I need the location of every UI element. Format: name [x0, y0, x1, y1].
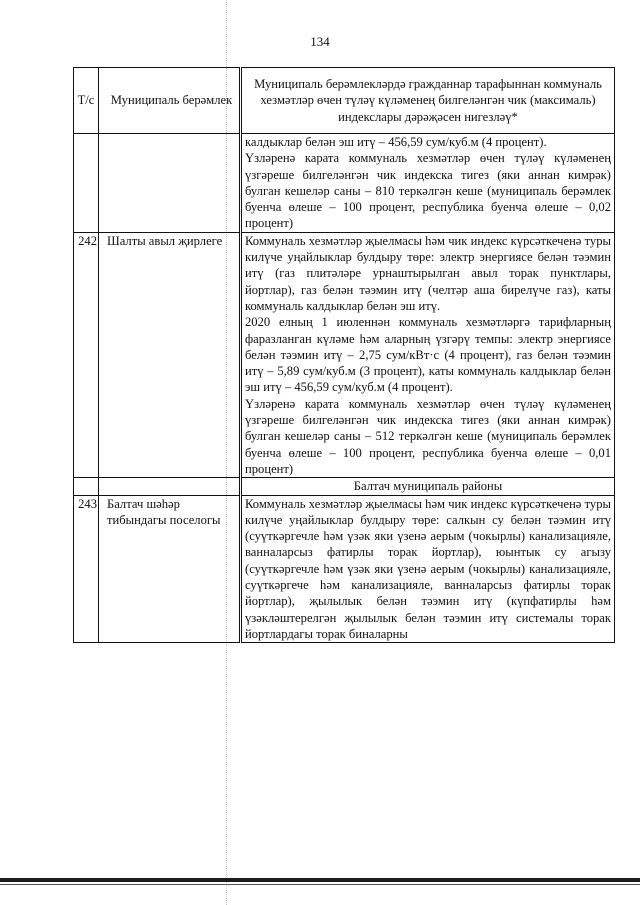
header-basis: Муниципаль берәмлекләрдә гражданнар тарафыннан коммуналь хезмәтләр өчен түләү күләменең билгеләнгән чик (максималь) индекслары дәрәҗәсен нигезләү* — [241, 68, 615, 134]
table-row — [74, 232, 615, 477]
row-number: 243 — [74, 495, 99, 643]
table-header-row — [74, 68, 615, 134]
row-municipality: Балтач шәһәр тибындагы поселогы — [99, 495, 241, 643]
row-basis-text — [241, 495, 615, 643]
row-paragraph: Үзләренә карата коммуналь хезмәтләр өчен түләү күләменең үзгәреше билгеләнгән чик индекска тигез (яки аннан кимрәк) булган кешеләр саны – 512 теркәлгән кеше (муниципаль берәмлек буенча өлеше – 100 процент, республика буенча өлеше – 0,01 процент) — [245, 396, 611, 476]
scan-bottom-band — [0, 878, 640, 882]
table-row — [74, 134, 615, 233]
table-row — [74, 495, 615, 643]
row-paragraph: калдыклар белән эш итү – 456,59 сум/куб.м (4 процент). — [245, 135, 547, 149]
row-municipality — [99, 134, 241, 233]
separator-empty-cell — [99, 478, 241, 495]
row-municipality: Шалты авыл җирлеге — [99, 232, 241, 477]
scan-bottom-line — [0, 884, 640, 885]
row-number: 242 — [74, 232, 99, 477]
row-basis-text — [241, 232, 615, 477]
row-paragraph: Коммуналь хезмәтләр җыелмасы һәм чик индекс күрсәткеченә туры килүче уңайлыклар булдыру төре: электр энергиясе белән тәэмин итү (газ плитәләре урнаштырылган авыл торак пунктлары, йортлар), газ белән тәэмин итү (челтәр аша бирелүче газ), каты коммуналь калдыклар белән эш итү. — [245, 233, 611, 313]
row-paragraph: Үзләренә карата коммуналь хезмәтләр өчен түләү күләменең үзгәреше билгеләнгән чик индекска тигез (яки аннан кимрәк) булган кешеләр саны – 810 теркәлгән кеше (муниципаль берәмлек буенча өлеше – 100 процент, республика буенча өлеше – 0,02 процент) — [245, 151, 611, 231]
row-basis-text — [241, 134, 615, 233]
row-number — [74, 134, 99, 233]
header-number: Т/с — [74, 68, 99, 134]
district-name: Балтач муниципаль районы — [241, 478, 615, 495]
page-number: 134 — [310, 34, 330, 49]
separator-empty-cell — [74, 478, 99, 495]
row-paragraph: 2020 елның 1 июленнән коммуналь хезмәтләргә тарифларның фаразланган күләме һәм аларның үзгәрү темпы: электр энергиясе белән тәэмин итү – 2,75 сум/кВт·с (4 процент), газ белән тәэмин итү – 5,89 сум/куб.м (3 процент), каты коммуналь калдыклар белән эш итү – 456,59 сум/куб.м (4 процент). — [245, 315, 611, 395]
header-municipality: Муниципаль берәмлек — [99, 68, 241, 134]
row-paragraph: Коммуналь хезмәтләр җыелмасы һәм чик индекс күрсәткеченә туры килүче уңайлыклар булдыру төре: салкын су белән тәэмин итү (суүткәргечле һәм үзәк яки үзенә аерым (чокырлы) канализацияле, ванналарсыз фатирлы торак йортлар), юынтык су агызу (суүткәргечле һәм үзәк яки үзенә аерым (чокырлы) канализацияле, суүткәргече һәм канализацияле, ванналарсыз фатирлы торак йортлар), җылылык белән тәэмин итү (күпфатирлы һәм үзәкләштерелгән җылылык белән тәэмин итү системалы торак йортлардагы торак биналарны — [245, 496, 611, 641]
district-separator-row — [74, 478, 615, 495]
municipal-index-table — [73, 67, 615, 643]
